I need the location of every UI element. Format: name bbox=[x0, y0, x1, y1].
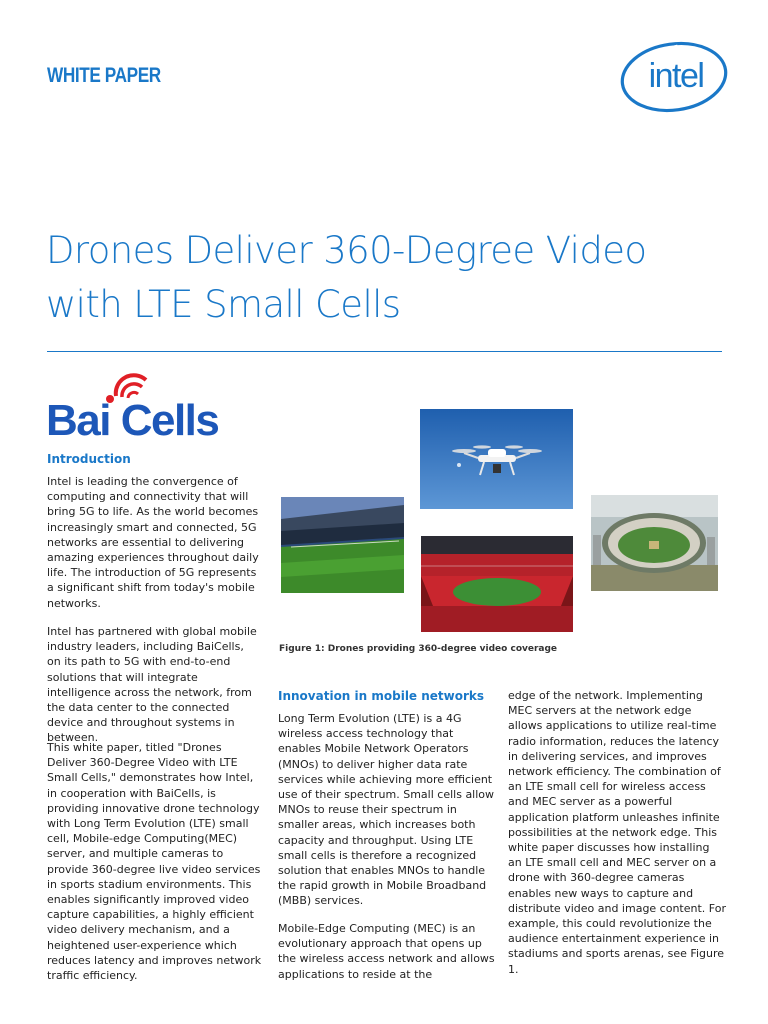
stadium-photo-2 bbox=[421, 536, 573, 632]
innovation-heading: Innovation in mobile networks bbox=[278, 689, 485, 703]
innovation-paragraph-2: Mobile-Edge Computing (MEC) is an evolutionary approach that opens up the wireless access network and allows applications to reside at the bbox=[278, 922, 495, 981]
innovation-paragraph-3: edge of the network. Implementing MEC servers at the network edge allows applications to utilize real-time radio information, reduces the latency in delivering services, and improves network efficiency. The combination of an LTE small cell for wireless access and MEC server as a powerful application platform unleashes infinite possibilities at the network edge. This white paper discusses how installing an LTE small cell and MEC server on a drone with 360-degree cameras enables new ways to capture and distribute video and image content. For example, this could revolutionize the audience entertainment experience in stadiums and sports arenas, see Figure 1. bbox=[508, 689, 726, 976]
intro-paragraph-2: Intel has partnered with global mobile industry leaders, including BaiCells, on its path to 5G with end-to-end solutions that will integrate intelligence across the network, from the data center to the connected device and throughout systems in between. bbox=[47, 625, 257, 745]
baicells-logo-text: Bai Cells bbox=[46, 396, 219, 440]
introduction-heading: Introduction bbox=[47, 452, 131, 466]
stadium-photo-3 bbox=[591, 495, 718, 591]
intel-logo bbox=[618, 40, 730, 114]
intro-paragraph-3: This white paper, titled "Drones Deliver 360-Degree Video with LTE Small Cells," demonstrates how Intel, in cooperation with BaiCells, is providing innovative drone technology with Long Term Evolution (LTE) small cell, Mobile-edge Computing(MEC) server, and multiple cameras to provide 360-degree live video services in sports stadium environments. This enables significantly improved video capture capabilities, a highly efficient video delivery mechanism, and a heightened user-experience which reduces latency and improves network traffic efficiency. bbox=[47, 741, 262, 983]
stadium-photo-1 bbox=[281, 497, 404, 593]
baicells-logo bbox=[46, 368, 226, 440]
title-line-2: with LTE Small Cells bbox=[46, 283, 401, 326]
title-divider bbox=[47, 351, 722, 352]
intro-paragraph-1: Intel is leading the convergence of computing and connectivity that will bring 5G to life. As the world becomes increasingly smart and connected, 5G networks are essential to delivering amazing experiences throughout daily life. The introduction of 5G represents a significant shift from today's mobile networks. bbox=[47, 475, 259, 610]
page-title bbox=[46, 224, 726, 332]
drone-photo bbox=[420, 409, 573, 509]
figure-caption: Figure 1: Drones providing 360-degree video coverage bbox=[279, 644, 558, 654]
intel-logo-text: intel bbox=[648, 57, 704, 95]
document-type-label: WHITE PAPER bbox=[47, 64, 161, 87]
innovation-paragraph-1: Long Term Evolution (LTE) is a 4G wireless access technology that enables Mobile Network Operators (MNOs) to deliver higher data rate services while achieving more efficient use of their spectrum. Small cells allow MNOs to reuse their spectrum in smaller areas, which increases both capacity and throughput. Using LTE small cells is therefore a recognized solution that enables MNOs to handle the rapid growth in Mobile Broadband (MBB) services. bbox=[278, 712, 495, 908]
title-line-1: Drones Deliver 360-Degree Video bbox=[46, 229, 647, 272]
